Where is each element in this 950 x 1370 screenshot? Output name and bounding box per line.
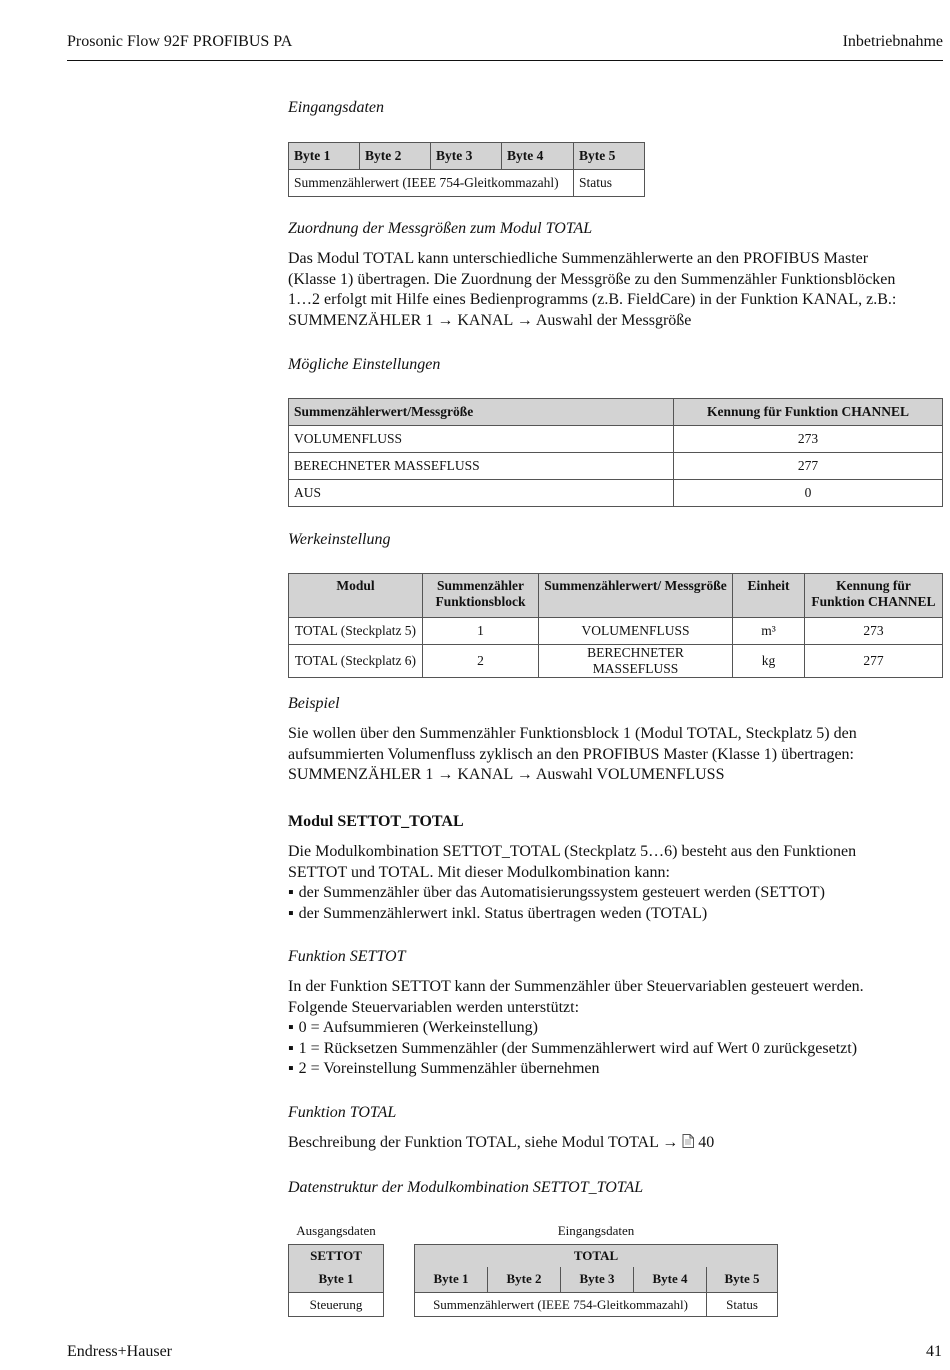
table-cell: TOTAL (Steckplatz 5) xyxy=(289,618,423,645)
table-header-cell: Byte 1 xyxy=(415,1267,488,1293)
text-line: aufsummierten Volumenfluss zyklisch an den PROFIBUS Master (Klasse 1) übertragen: xyxy=(288,745,854,763)
table-cell: Steuerung xyxy=(289,1293,384,1317)
table-header-cell: Byte 5 xyxy=(574,143,645,170)
table-eingangsdaten xyxy=(288,142,645,197)
table-header-cell: SETTOT xyxy=(289,1245,384,1267)
table-werkeinstellung xyxy=(288,573,943,678)
table-cell: 277 xyxy=(805,645,943,678)
table-header-cell: Byte 2 xyxy=(360,143,431,170)
table-cell: Status xyxy=(707,1293,778,1317)
table-cell: VOLUMENFLUSS xyxy=(539,618,733,645)
table-cell: BERECHNETER MASSEFLUSS xyxy=(539,645,733,678)
table-header-cell: Byte 5 xyxy=(707,1267,778,1293)
heading-datenstruktur: Datenstruktur der Modulkombination SETTOT_TOTAL xyxy=(288,1179,644,1196)
heading-beispiel: Beispiel xyxy=(288,695,340,712)
paragraph-zuordnung xyxy=(288,249,943,331)
text-line: SUMMENZÄHLER 1 → KANAL → Auswahl der Messgröße xyxy=(288,311,692,329)
page-reference-number[interactable]: 40 xyxy=(698,1134,715,1151)
text-line: (Klasse 1) übertragen. Die Zuordnung der Messgröße zu den Summenzähler Funktionsblöcken xyxy=(288,270,896,288)
heading-moegliche-einstellungen: Mögliche Einstellungen xyxy=(288,356,441,373)
table-cell: TOTAL (Steckplatz 6) xyxy=(289,645,423,678)
page-reference-icon xyxy=(682,1134,694,1151)
table-cell: Summenzählerwert (IEEE 754-Gleitkommazahl) xyxy=(289,170,574,197)
page-number: 41 xyxy=(926,1343,942,1360)
table-header-cell: Modul xyxy=(289,574,423,618)
heading-eingangsdaten: Eingangsdaten xyxy=(288,99,384,116)
table-cell: 273 xyxy=(674,426,943,453)
table-cell: BERECHNETER MASSEFLUSS xyxy=(289,453,674,480)
table-cell: 2 xyxy=(423,645,539,678)
text-line: Das Modul TOTAL kann unterschiedliche Summenzählerwerte an den PROFIBUS Master xyxy=(288,250,869,267)
table-header-cell: Byte 4 xyxy=(634,1267,707,1293)
table-cell: 1 xyxy=(423,618,539,645)
table-header-cell: Einheit xyxy=(733,574,805,618)
table-cell: kg xyxy=(733,645,805,678)
heading-funktion-settot: Funktion SETTOT xyxy=(288,948,406,965)
table-header-cell: Summenzählerwert/Messgröße xyxy=(289,399,674,426)
header-title: Prosonic Flow 92F PROFIBUS PA xyxy=(67,33,293,50)
table-header-cell: Byte 2 xyxy=(488,1267,561,1293)
table-cell: AUS xyxy=(289,480,674,507)
table-header-cell: Kennung für Funktion CHANNEL xyxy=(674,399,943,426)
table-cell: Summenzählerwert (IEEE 754-Gleitkommazahl) xyxy=(415,1293,707,1317)
text-line: Beschreibung der Funktion TOTAL, siehe Modul TOTAL → xyxy=(288,1134,683,1151)
table-header-cell: Summenzähler Funktionsblock xyxy=(423,574,539,618)
heading-zuordnung: Zuordnung der Messgrößen zum Modul TOTAL xyxy=(288,220,593,237)
table-header-cell: Byte 3 xyxy=(431,143,502,170)
label-ausgangsdaten: Ausgangsdaten xyxy=(296,1223,376,1238)
bullet-item: ▪ der Summenzähler über das Automatisierungssystem gesteuert werden (SETTOT) xyxy=(288,883,943,904)
text-line: Folgende Steuervariablen werden unterstützt: xyxy=(288,998,580,1016)
heading-funktion-total: Funktion TOTAL xyxy=(288,1104,397,1121)
text-line: SETTOT und TOTAL. Mit dieser Modulkombination kann: xyxy=(288,863,670,881)
label-eingangsdaten: Eingangsdaten xyxy=(557,1223,635,1238)
footer-brand: Endress+Hauser xyxy=(67,1343,172,1360)
table-header-cell: Byte 4 xyxy=(502,143,574,170)
table-header-cell: Byte 3 xyxy=(561,1267,634,1293)
table-header-cell: Byte 1 xyxy=(289,1267,384,1293)
table-header-cell: Summenzählerwert/ Messgröße xyxy=(539,574,733,618)
page-header xyxy=(67,33,943,61)
text-line: 1…2 erfolgt mit Hilfe eines Bedienprogramms (z.B. FieldCare) in der Funktion KANAL, z.B.: xyxy=(288,291,897,308)
paragraph-modul-settot-total xyxy=(288,842,943,924)
table-header-cell: Byte 1 xyxy=(289,143,360,170)
heading-werkeinstellung: Werkeinstellung xyxy=(288,531,391,548)
heading-modul-settot-total: Modul SETTOT_TOTAL xyxy=(288,813,464,830)
text-line: SUMMENZÄHLER 1 → KANAL → Auswahl VOLUMENFLUSS xyxy=(288,766,725,783)
paragraph-funktion-total xyxy=(288,1133,943,1154)
table-cell: 0 xyxy=(674,480,943,507)
paragraph-funktion-settot xyxy=(288,977,943,1080)
table-header-cell: TOTAL xyxy=(415,1245,778,1267)
bullet-item: ▪ 0 = Aufsummieren (Werkeinstellung) xyxy=(288,1018,943,1039)
bullet-item: ▪ 1 = Rücksetzen Summenzähler (der Summenzählerwert wird auf Wert 0 zurückgesetzt) xyxy=(288,1039,943,1060)
paragraph-beispiel xyxy=(288,724,943,786)
table-header-cell: Kennung für Funktion CHANNEL xyxy=(805,574,943,618)
text-line: Die Modulkombination SETTOT_TOTAL (Steckplatz 5…6) besteht aus den Funktionen xyxy=(288,843,857,860)
table-total xyxy=(414,1244,778,1317)
table-cell: VOLUMENFLUSS xyxy=(289,426,674,453)
table-cell: 273 xyxy=(805,618,943,645)
table-cell: 277 xyxy=(674,453,943,480)
table-cell: m³ xyxy=(733,618,805,645)
bullet-item: ▪ 2 = Voreinstellung Summenzähler übernehmen xyxy=(288,1059,943,1080)
text-line: In der Funktion SETTOT kann der Summenzähler über Steuervariablen gesteuert werden. xyxy=(288,978,864,995)
header-section: Inbetriebnahme xyxy=(842,33,943,50)
text-line: Sie wollen über den Summenzähler Funktionsblock 1 (Modul TOTAL, Steckplatz 5) den xyxy=(288,725,857,742)
table-cell: Status xyxy=(574,170,645,197)
table-moegliche-einstellungen xyxy=(288,398,943,507)
bullet-item: ▪ der Summenzählerwert inkl. Status übertragen weden (TOTAL) xyxy=(288,904,943,925)
table-settot xyxy=(288,1244,384,1317)
